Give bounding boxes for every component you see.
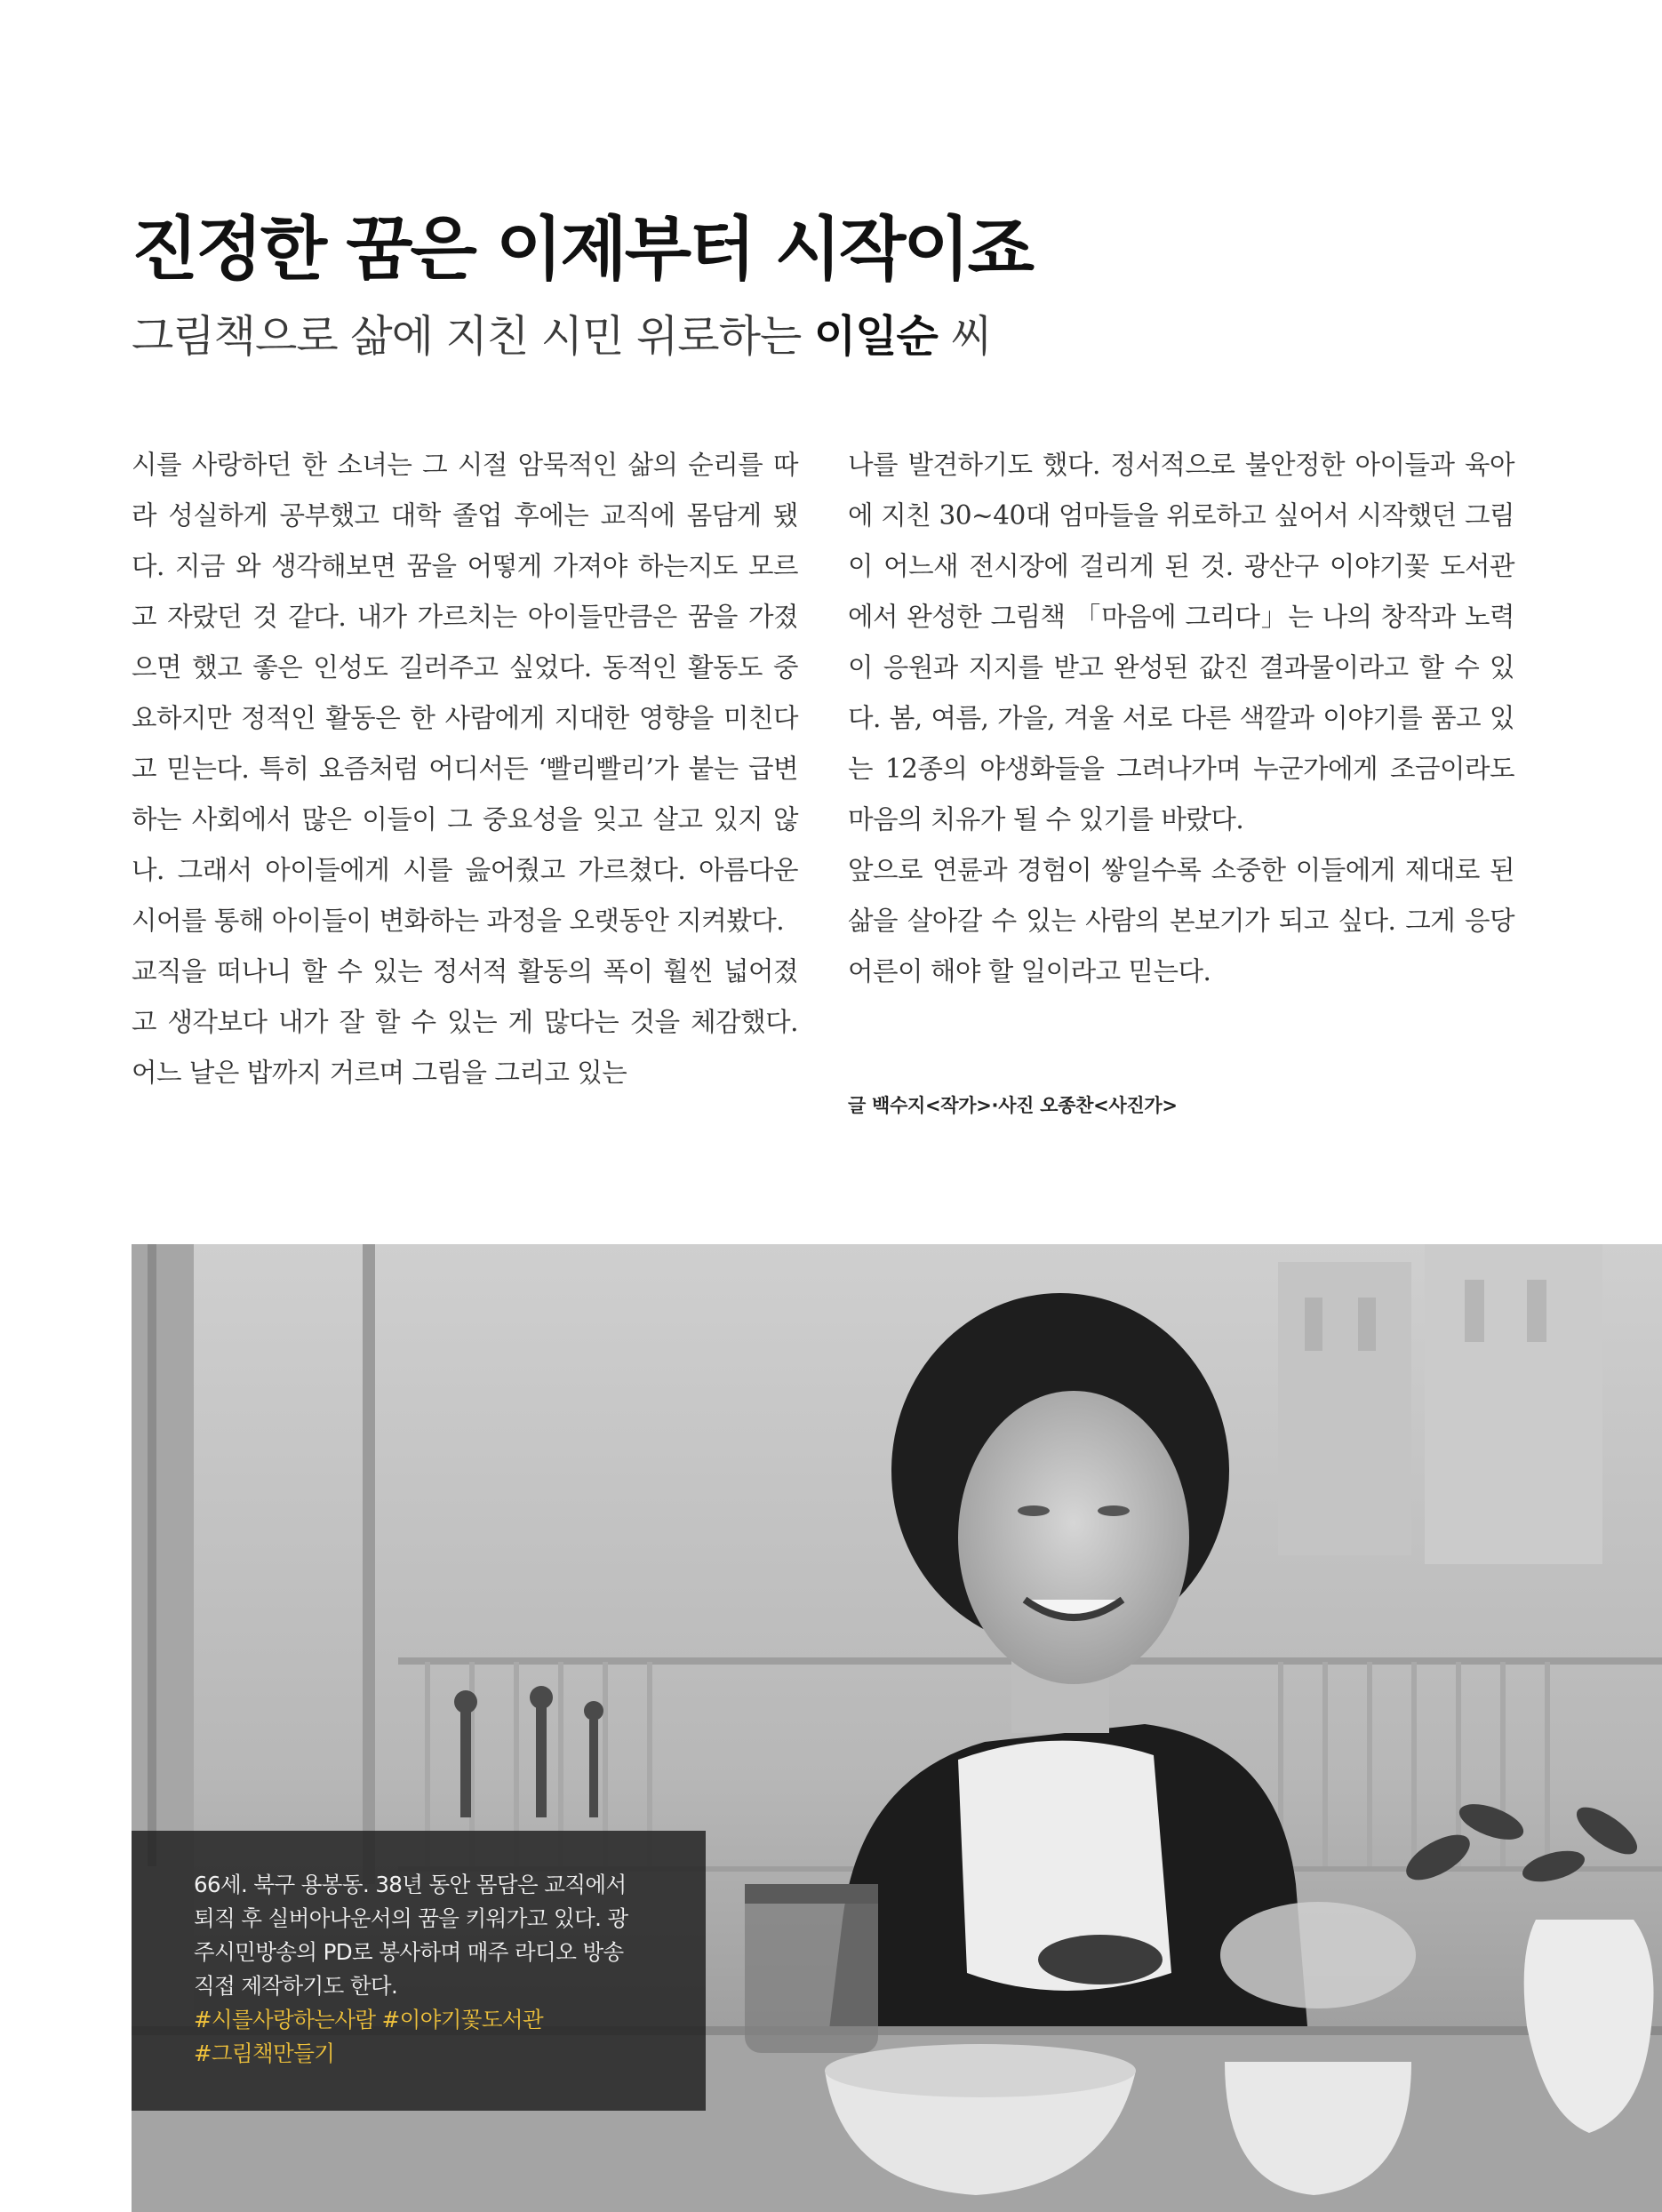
article-title: 진정한 꿈은 이제부터 시작이죠 xyxy=(132,210,1032,290)
body-paragraph: 시를 사랑하던 한 소녀는 그 시절 암묵적인 삶의 순리를 따라 성실하게 공부했고 대학 졸업 후에는 교직에 몸담게 됐다. 지금 와 생각해보면 꿈을 어떻게 가져야 하는지도 모르고 자랐던 것 같다. 내가 가르치는 아이들만큼은 꿈을 가졌으면 했고 좋은 인성도 길러주고 싶었다. 동적인 활동도 중요하지만 정적인 활동은 한 사람에게 지대한 영향을 미친다고 믿는다. 특히 요즘처럼 어디서든 ‘빨리빨리’가 붙는 급변하는 사회에서 많은 이들이 그 중요성을 잊고 살고 있지 않나. 그래서 아이들에게 시를 읊어줬고 가르쳤다. 아름다운 시어를 통해 아이들이 변화하는 과정을 오랫동안 지켜봤다. xyxy=(132,450,798,936)
subtitle-text: 그림책으로 삶에 지친 시민 위로하는 xyxy=(132,311,814,362)
caption-line: 퇴직 후 실버아나운서의 꿈을 키워가고 있다. 광 xyxy=(194,1905,628,1931)
article-subtitle xyxy=(132,302,992,364)
subtitle-person-name: 이일순 xyxy=(813,311,938,362)
body-paragraph: 앞으로 연륜과 경험이 쌓일수록 소중한 이들에게 제대로 된 삶을 살아갈 수 있는 사람의 본보기가 되고 싶다. 그게 응당 어른이 해야 할 일이라고 믿는다. xyxy=(848,855,1514,986)
caption-hashtags: #시를사랑하는사람 #이야기꽃도서관 xyxy=(194,2007,544,2032)
subtitle-suffix: 씨 xyxy=(937,311,992,362)
caption-line: 66세. 북구 용봉동. 38년 동안 몸담은 교직에서 xyxy=(194,1872,627,1897)
body-paragraph: 교직을 떠나니 할 수 있는 정서적 활동의 폭이 훨씬 넓어졌고 생각보다 내가 잘 할 수 있는 게 많다는 것을 체감했다. 어느 날은 밥까지 거르며 그림을 그리고 있는 xyxy=(132,956,798,1088)
body-paragraph: 나를 발견하기도 했다. 정서적으로 불안정한 아이들과 육아에 지친 30~40대 엄마들을 위로하고 싶어서 시작했던 그림이 어느새 전시장에 걸리게 된 것. 광산구 이야기꽃 도서관에서 완성한 그림책 「마음에 그리다」는 나의 창작과 노력이 응원과 지지를 받고 완성된 값진 결과물이라고 할 수 있다. 봄, 여름, 가을, 겨울 서로 다른 색깔과 이야기를 품고 있는 12종의 야생화들을 그려나가며 누군가에게 조금이라도 마음의 치유가 될 수 있기를 바랐다. xyxy=(848,450,1514,834)
byline-credit: 글 백수지<작가>·사진 오종찬<사진가> xyxy=(848,1095,1178,1116)
body-column-left xyxy=(132,440,798,1098)
caption-line: 주시민방송의 PD로 봉사하며 매주 라디오 방송 xyxy=(194,1939,624,1965)
photo-caption-box xyxy=(132,1831,706,2111)
caption-hashtags: #그림책만들기 xyxy=(194,2040,335,2066)
caption-line: 직접 제작하기도 한다. xyxy=(194,1973,398,1999)
body-column-right xyxy=(848,440,1514,997)
